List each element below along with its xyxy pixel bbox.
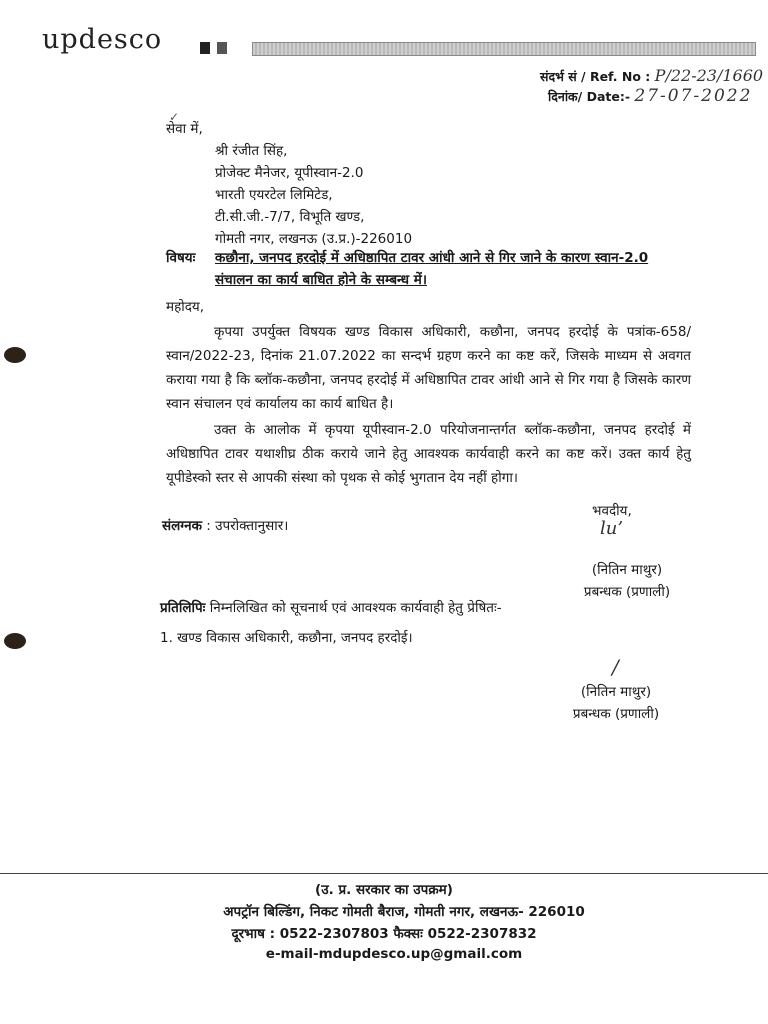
footer-phone: दूरभाष : 0522-2307803 फैक्सः 0522-2307832 xyxy=(231,926,537,942)
date-label: दिनांक/ Date:- xyxy=(548,89,631,104)
body-paragraph: कृपया उपर्युक्त विषयक खण्ड विकास अधिकारी, कछौना, जनपद हरदोई के पत्रांक-658/स्वान/2022-23, दिनांक 21.07.2022 का सन्दर्भ ग्रहण करने का कष्ट करें, जिसके माध्यम से अवगत कराया गया है कि ब्लॉक-कछौना, जनपद हरदोई में अधिष्ठापित टावर आंधी आने से गिर गया है जिसके कारण स्वान संचालन एवं कार्यालय का कार्य बाधित है। xyxy=(166,324,691,412)
signatory-name: (नितिन माथुर) xyxy=(580,684,652,700)
salutation: सेवा में, xyxy=(166,121,203,137)
ref-label: संदर्भ सं / Ref. No : xyxy=(540,69,651,84)
addressee-line: श्री रंजीत सिंह, xyxy=(215,143,288,159)
copy-to-label: प्रतिलिपिः xyxy=(160,600,206,616)
reference-number xyxy=(540,66,763,85)
signature-mark: / xyxy=(612,655,619,679)
footer-email: e-mail-mdupdesco.up@gmail.com xyxy=(265,946,523,962)
copy-to-item: 1. खण्ड विकास अधिकारी, कछौना, जनपद हरदोई। xyxy=(160,630,413,646)
signatory-block-2 xyxy=(560,681,672,725)
addressee-line: प्रोजेक्ट मैनेजर, यूपीस्वान-2.0 xyxy=(215,165,364,181)
addressee-line: टी.सी.जी.-7/7, विभूति खण्ड, xyxy=(215,209,365,225)
subject-line-1: कछौना, जनपद हरदोई में अधिष्ठापित टावर आंधी आने से गिर जाने के कारण स्वान-2.0 xyxy=(215,250,649,266)
subject-text xyxy=(215,247,715,291)
logo-mark-square xyxy=(200,42,210,54)
punch-hole xyxy=(4,347,26,363)
letter-date xyxy=(548,86,752,106)
signatory-designation: प्रबन्धक (प्रणाली) xyxy=(583,584,671,600)
signatory-block xyxy=(572,559,682,603)
ref-value: P/22-23/1660 xyxy=(654,66,764,85)
enclosure-value: : उपरोक्तानुसार। xyxy=(206,518,289,534)
copy-to xyxy=(160,597,502,619)
header-band xyxy=(252,42,756,56)
signature-mark: lu’ xyxy=(600,518,624,539)
subject-line-2: संचालन का कार्य बाधित होने के सम्बन्ध में। xyxy=(215,272,427,288)
closing: भवदीय, xyxy=(592,503,632,519)
addressee-block xyxy=(215,140,412,250)
enclosure-label: संलग्नक xyxy=(162,518,202,534)
signatory-name: (नितिन माथुर) xyxy=(591,562,663,578)
copy-to-text: निम्नलिखित को सूचनार्थ एवं आवश्यक कार्यवाही हेतु प्रेषितः- xyxy=(209,600,502,616)
footer-line: (उ. प्र. सरकार का उपक्रम) xyxy=(315,882,453,898)
punch-hole xyxy=(4,633,26,649)
subject-label: विषयः xyxy=(166,250,196,266)
logo-mark-square xyxy=(217,42,227,54)
footer-divider xyxy=(0,873,768,874)
addressee-line: गोमती नगर, लखनऊ (उ.प्र.)-226010 xyxy=(215,231,413,247)
addressee-line: भारती एयरटेल लिमिटेड, xyxy=(215,187,333,203)
enclosure xyxy=(162,515,288,537)
body-paragraph: उक्त के आलोक में कृपया यूपीस्वान-2.0 परियोजनान्तर्गत ब्लॉक-कछौना, जनपद हरदोई में अधिष्ठापित टावर यथाशीघ्र ठीक कराये जाने हेतु आवश्यक कार्यवाही करने का कष्ट करें। उक्त कार्य हेतु यूपीडेस्को स्तर से आपकी संस्था को पृथक से कोई भुगतान देय नहीं होगा। xyxy=(166,422,691,486)
logo-text: updesco xyxy=(42,24,163,55)
greeting: महोदय, xyxy=(166,299,205,315)
date-value: 27-07-2022 xyxy=(634,86,753,106)
signatory-designation: प्रबन्धक (प्रणाली) xyxy=(572,706,660,722)
check-mark-icon: ✓ xyxy=(169,110,180,124)
updesco-logo xyxy=(42,24,162,55)
footer-address: अपट्रॉन बिल्डिंग, निकट गोमती बैराज, गोमती नगर, लखनऊ- 226010 xyxy=(223,904,585,920)
